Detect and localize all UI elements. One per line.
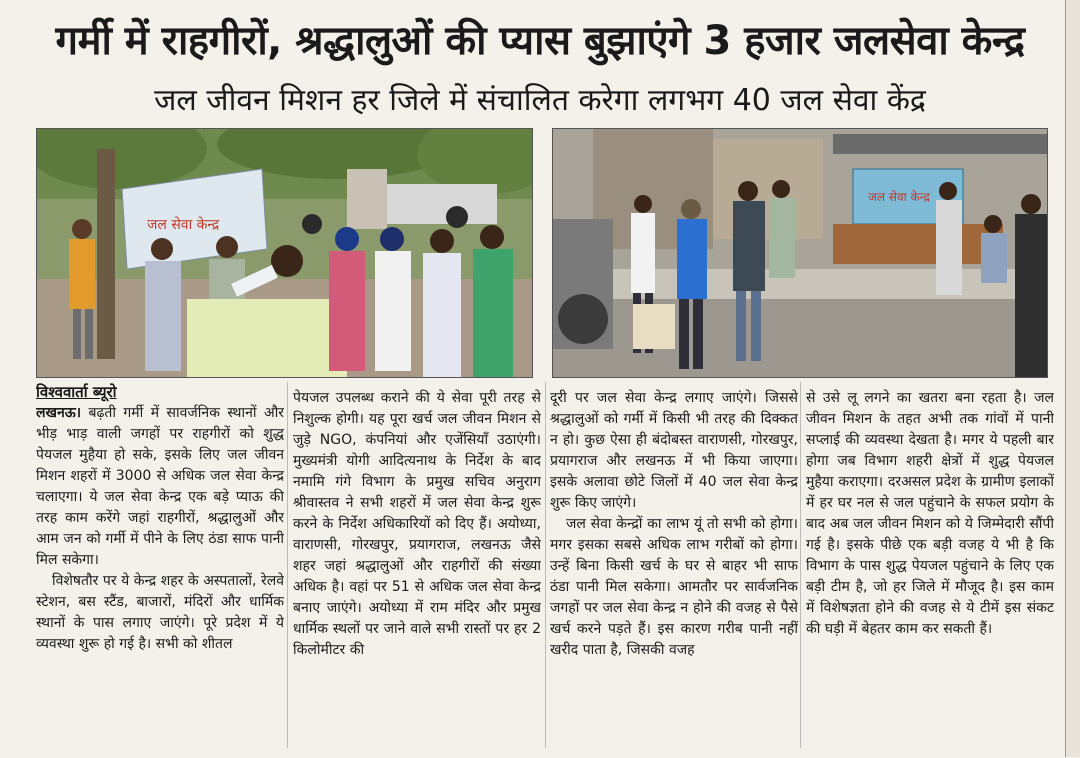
article-column-1 (36, 382, 284, 752)
dateline: लखनऊ। (36, 405, 82, 421)
paragraph: से उसे लू लगने का खतरा बना रहता है। जल जीवन मिशन के तहत अभी तक गांवों में पानी सप्लाई की व्यवस्था देखता है। मगर ये पहली बार होगा जब विभाग शहरी क्षेत्रों में शुद्ध पेयजल मुहैया कराएगा। दरअसल प्रदेश के ग्रामीण इलाकों में हर घर नल से जल पहुंचाने के सफल प्रयोग के बाद अब जल जीवन मिशन को ये जिम्मेदारी सौंपी गई है। इसके पीछे एक बड़ी वजह ये भी है कि विभाग के पास शुद्ध पेयजल पहुंचाने के लिए एक बड़ी टीम है, जो हर जिले में मौजूद है। इस काम में विशेषज्ञता होने की वजह से ये टीमें इस संकट की घड़ी में बेहतर काम कर सकती हैं। (806, 390, 1054, 637)
adjacent-page-edge (1065, 0, 1080, 757)
paragraph: जल सेवा केन्द्रों का लाभ यूं तो सभी को होगा। मगर इसका सबसे अधिक लाभ गरीबों को होगा। उन्हें बिना किसी खर्च के घर से बाहर भी साफ ठंडा पानी मिल सकेगा। आमतौर पर सार्वजनिक जगहों पर जल सेवा केन्द्र न होने की वजह से पैसे खर्च करने पड़ते हैं। इस कारण गरीब पानी नहीं खरीद पाता है, जिसकी वजह (550, 516, 798, 658)
article-column-4 (806, 388, 1054, 758)
article-column-2 (293, 388, 541, 758)
subheadline: जल जीवन मिशन हर जिले में संचालित करेगा लगभग 40 जल सेवा केंद्र (154, 83, 926, 118)
column-rule-1 (287, 382, 288, 748)
column-rule-2 (545, 382, 546, 748)
left-banner-text: जल सेवा केन्द्र (147, 217, 220, 233)
headline: गर्मी में राहगीरों, श्रद्धालुओं की प्यास बुझाएंगे 3 हजार जलसेवा केन्द्र (55, 18, 1025, 64)
right-banner-text: जल सेवा केन्द्र (868, 190, 930, 204)
photo-people-drinking-water (36, 128, 533, 378)
byline: विश्ववार्ता ब्यूरो (36, 383, 117, 401)
paragraph-text: बढ़ती गर्मी में सावर्जनिक स्थानों और भीड़ भाड़ वाली जगहों पर राहगीरों को शुद्ध पेयजल मुहैया हो सके, इसके लिए जल जीवन मिशन शहरों में 3000 से अधिक जल सेवा केन्द्र चलाएगा। ये जल सेवा केन्द्र एक बड़े प्याऊ की तरह काम करेंगे जहां राहगीरों, श्रद्धालुओं और आम जन को गर्मी में पीने के लिए ठंडा साफ पानी मिल सकेगा। (36, 405, 284, 568)
photo-right-illustration (553, 129, 1047, 377)
paragraph (36, 403, 284, 571)
column-rule-3 (800, 382, 801, 748)
paragraph: दूरी पर जल सेवा केन्द्र लगाए जाएंगे। जिससे श्रद्धालुओं को गर्मी में किसी भी तरह की दिक्कत न हो। कुछ ऐसा ही बंदोबस्त वाराणसी, गोरखपुर, प्रयागराज और लखनऊ में भी किया जाएगा। इसके अलावा छोटे जिलों में 40 जल सेवा केन्द्र शुरू किए जाएंगे। (550, 390, 798, 511)
paragraph: पेयजल उपलब्ध कराने की ये सेवा पूरी तरह से निशुल्क होगी। यह पूरा खर्च जल जीवन मिशन से जुड़े NGO, कंपनियां और एजेंसियाँ उठाएंगी। मुख्यमंत्री योगी आदित्यनाथ के निर्देश के बाद नमामि गंगे विभाग के प्रमुख सचिव अनुराग श्रीवास्तव ने सभी शहरों में जल सेवा केन्द्र शुरू करने के निर्देश अधिकारियों को दिए हैं। अयोध्या, वाराणसी, गोरखपुर, प्रयागराज, लखनऊ जैसे शहर जहां श्रद्धालुओं और राहगीरों की संख्या अधिक है। वहां पर 51 से अधिक जल सेवा केन्द्र बनाए जाएंगे। अयोध्या में राम मंदिर और प्रमुख धार्मिक स्थलों पर जाने वाले सभी रास्तों पर हर 2 किलोमीटर की (293, 390, 541, 658)
paragraph: विशेषतौर पर ये केन्द्र शहर के अस्पतालों, रेलवे स्टेशन, बस स्टैंड, बाजारों, मंदिरों और धार्मिक स्थानों के पास लगाए जाएंगे। पूरे प्रदेश में ये व्यवस्था शुरू हो गई है। सभी को शीतल (36, 573, 284, 652)
photo-left-illustration (37, 129, 532, 377)
article-column-3 (550, 388, 798, 758)
photo-water-service-center (552, 128, 1048, 378)
